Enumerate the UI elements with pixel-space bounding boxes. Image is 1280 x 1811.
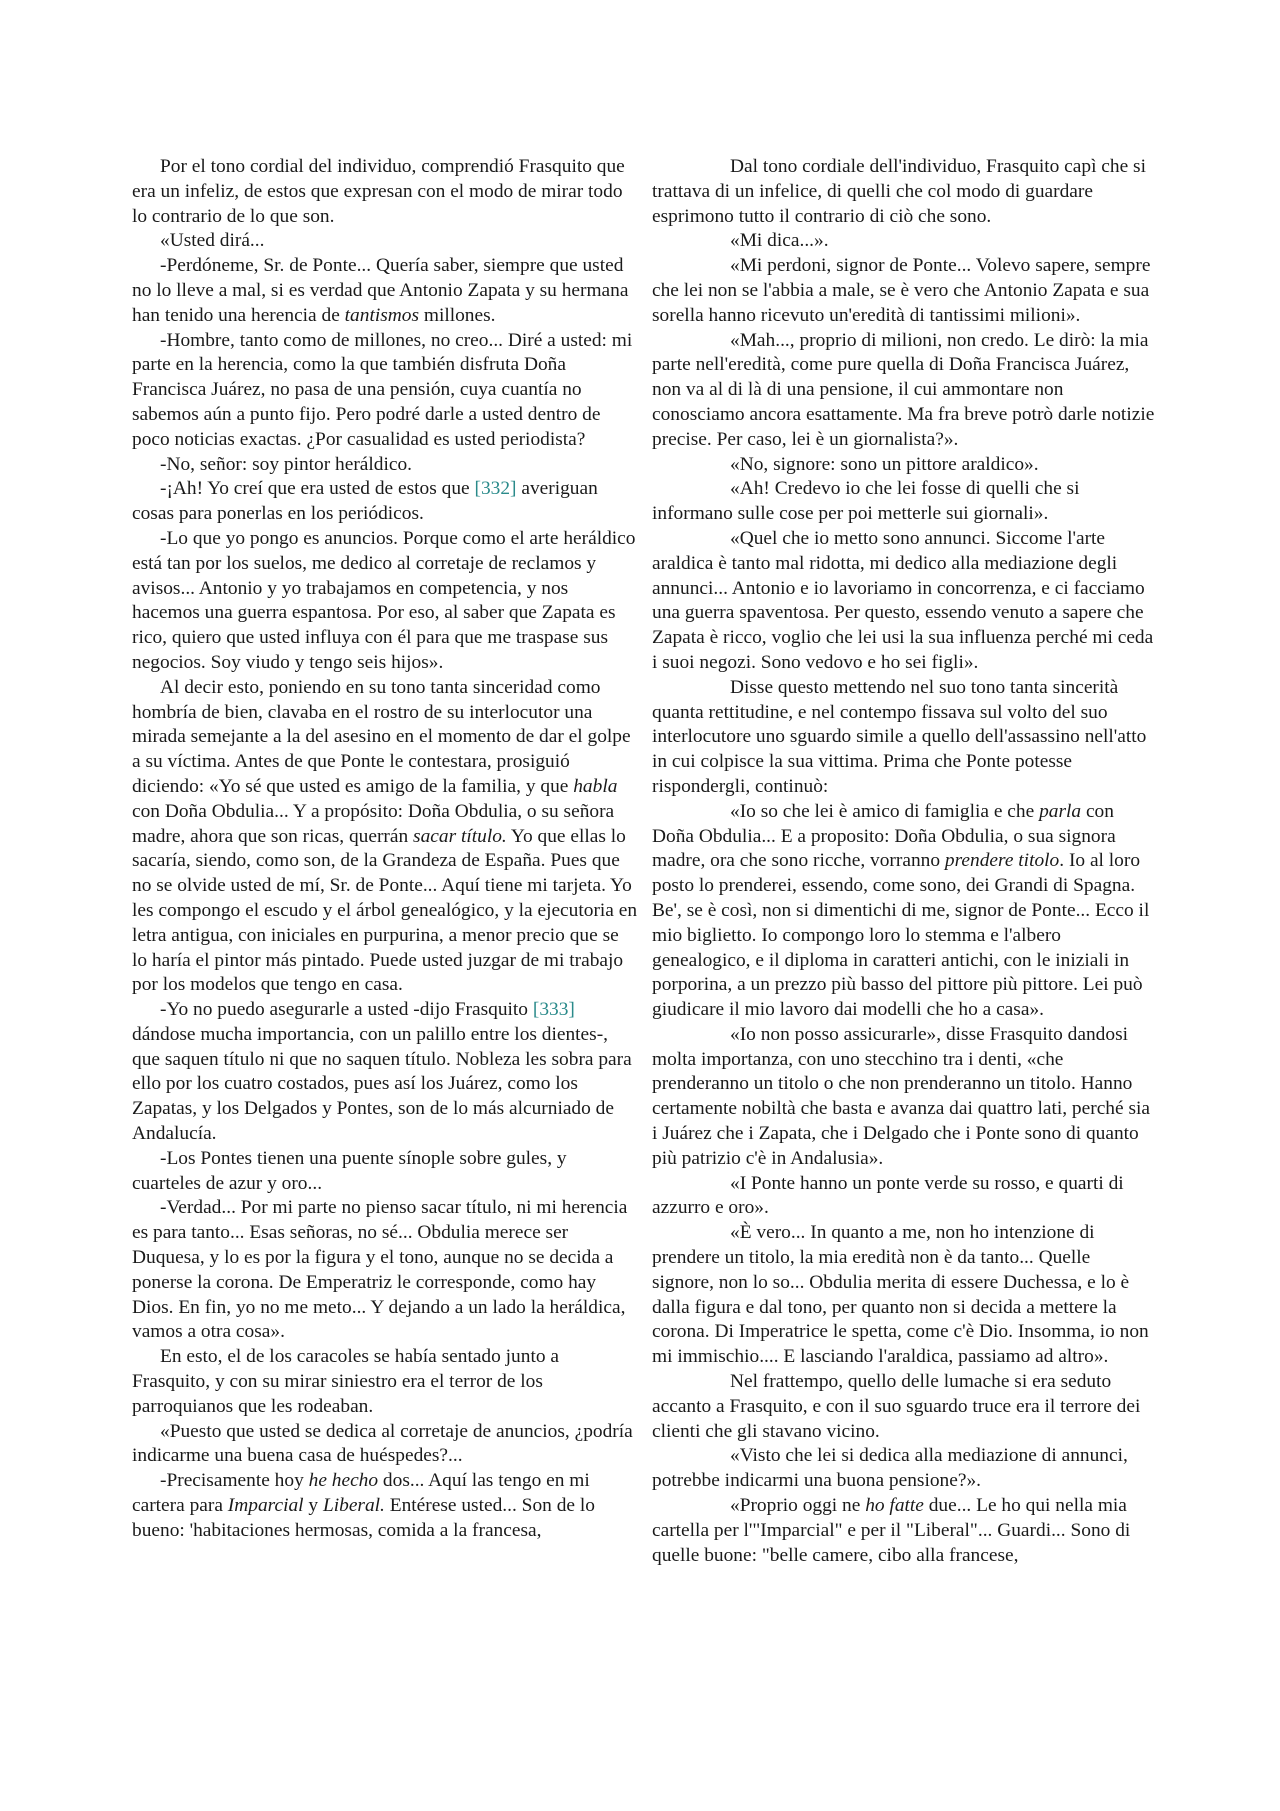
text-run: «Ah! Credevo io che lei fosse di quelli che si informano sulle cose per poi metterle sui giornali». [652, 478, 1080, 525]
text-run: -¡Ah! Yo creí que era usted de estos que [160, 478, 475, 500]
text-run: «È vero... In quanto a me, non ho intenzione di prendere un titolo, la mia eredità non è da tanto... Quelle signore, non lo so... Obdulia merita di essere Duchessa, e lo è dalla figura e dal tono, per quanto non si decida a mettere la corona. Di Imperatrice le spetta, come c'è Dio. Insomma, io non mi immischio.... E lasciando l'araldica, passiamo ad altro». [652, 1222, 1149, 1368]
text-run: -Hombre, tanto como de millones, no creo... Diré a usted: mi parte en la herencia, como la que también disfruta Doña Francisca Juárez, no pasa de una pensión, cuya cuantía no sabemos aún a punto fijo. Pero podré darle a usted dentro de poco noticias exactas. ¿Por casualidad es usted periodista? [132, 329, 633, 450]
text-run: Yo que ellas lo sacaría, siendo, como son, de la Grandeza de España. Pues que no se olvide usted de mí, Sr. de Ponte... Aquí tiene mi tarjeta. Yo les compongo el escudo y el árbol genealógico, y la ejecutoria en letra antigua, con iniciales en purpurina, a menor precio que se lo haría el pintor más pintado. Puede usted juzgar de mi trabajo por los modelos que tengo en casa. [132, 825, 638, 996]
paragraph [132, 1469, 638, 1543]
paragraph [652, 800, 1156, 1023]
italic-text: ho fatte [865, 1495, 924, 1517]
paragraph [132, 527, 638, 676]
italic-text: habla [573, 775, 618, 797]
paragraph [652, 329, 1156, 453]
italic-text: sacar título. [413, 825, 507, 847]
paragraph [132, 1345, 638, 1419]
text-run: «Mi dica...». [730, 230, 829, 252]
paragraph [652, 1494, 1156, 1568]
italic-text: Liberal. [322, 1495, 385, 1517]
text-run: -Perdóneme, Sr. de Ponte... Quería saber, siempre que usted no lo lleve a mal, si es verdad que Antonio Zapata y su hermana han tenido una herencia de [132, 255, 629, 326]
text-run: . Io al loro posto lo prenderei, essendo, come sono, dei Grandi di Spagna. Be', se è così, non si dimentichi di me, signor de Ponte... Ecco il mio biglietto. Io compongo loro lo stemma e l'albero genealogico, e il diploma in caratteri antichi, con le iniziali in porporina, a un prezzo più basso del pittore più pittore. Lei può giudicare il mio lavoro dai modelli che ho a casa». [652, 850, 1150, 1021]
text-run: «No, signore: sono un pittore araldico». [730, 453, 1039, 475]
page-reference-link[interactable]: [333] [532, 999, 575, 1021]
paragraph [132, 329, 638, 453]
spanish-column [132, 155, 638, 1544]
paragraph [132, 477, 638, 527]
italic-text: Imparcial [227, 1495, 304, 1517]
text-run: con Doña Obdulia... E a proposito: Doña Obdulia, o sua signora madre, ora che sono ricche, vorranno [652, 800, 1116, 872]
paragraph [132, 1420, 638, 1470]
text-run: -Yo no puedo asegurarle a usted -dijo Frasquito [160, 999, 533, 1021]
paragraph [652, 1444, 1156, 1494]
text-run: Por el tono cordial del individuo, comprendió Frasquito que era un infeliz, de estos que expresan con el modo de mirar todo lo contrario de lo que son. [132, 156, 625, 227]
paragraph [132, 254, 638, 328]
paragraph [652, 676, 1156, 800]
text-run: Entérese usted... Son de lo bueno: 'habitaciones hermosas, comida a la francesa, [132, 1495, 595, 1541]
paragraph [652, 453, 1156, 478]
text-run: y [303, 1495, 323, 1517]
text-run: «Proprio oggi ne [730, 1495, 866, 1517]
text-run: «Puesto que usted se dedica al corretaje de anuncios, ¿podría indicarme una buena casa de huéspedes?... [132, 1420, 633, 1467]
text-run: due... Le ho qui nella mia cartella per l'"Imparcial" e per il "Liberal"... Guardi... Sono di quelle buone: "belle camere, cibo alla francese, [652, 1495, 1131, 1566]
text-run: «Visto che lei si dedica alla mediazione di annunci, potrebbe indicarmi una buona pensione?». [652, 1445, 1128, 1492]
italic-text: prendere titolo [944, 850, 1060, 872]
italian-column [652, 155, 1156, 1568]
paragraph [652, 477, 1156, 527]
text-run: millones. [419, 304, 496, 326]
text-run: con Doña Obdulia... Y a propósito: Doña Obdulia, o su señora madre, ahora que son ricas, querrán [132, 800, 615, 847]
text-run: dos... Aquí las tengo en mi cartera para [132, 1470, 590, 1517]
text-run: «Io non posso assicurarle», disse Frasquito dandosi molta importanza, con uno stecchino tra i denti, «che prenderanno un titolo o che non prenderanno un titolo. Hanno certamente nobiltà che basta e avanza dai quattro lati, perché sia i Juárez che i Zapata, che i Delgado che i Ponte sono di quanto più patrizio c'è in Andalusia». [652, 1023, 1150, 1169]
text-run: «Quel che io metto sono annunci. Siccome l'arte araldica è tanto mal ridotta, mi dedico alla mediazione degli annunci... Antonio e io lavoriamo in concorrenza, e ci facciamo una guerra spaventosa. Per questo, essendo venuto a sapere che Zapata è ricco, voglio che lei usi la sua influenza perché mi ceda i suoi negozi. Sono vedovo e ho sei figli». [652, 527, 1154, 673]
paragraph [652, 1221, 1156, 1370]
italic-text: tantismos [344, 304, 420, 326]
text-run: dándose mucha importancia, con un palillo entre los dientes-, que saquen título ni que no saquen título. Nobleza les sobra para ello por los cuatro costados, pues así los Juárez, como los Zapatas, y los Delgados y Pontes, son de lo más alcurniado de Andalucía. [132, 1023, 632, 1145]
paragraph [132, 676, 638, 998]
text-run: «Mi perdoni, signor de Ponte... Volevo sapere, sempre che lei non se l'abbia a male, se è vero che Antonio Zapata e sua sorella hanno ricevuto un'eredità di tantissimi milioni». [652, 255, 1151, 326]
paragraph [652, 1172, 1156, 1222]
text-run: -Verdad... Por mi parte no pienso sacar título, ni mi herencia es para tanto... Esas señoras, no sé... Obdulia merece ser Duquesa, y lo es por la figura y el tono, aunque no se decida a ponerse la corona. De Emperatriz le corresponde, como hay Dios. En fin, yo no me meto... Y dejando a un lado la heráldica, vamos a otra cosa». [132, 1197, 628, 1343]
paragraph [132, 1147, 638, 1197]
page-reference-link[interactable]: [332] [474, 478, 517, 500]
paragraph [132, 1196, 638, 1345]
paragraph [652, 155, 1156, 229]
text-run: -Precisamente hoy [160, 1470, 309, 1492]
text-run: «Mah..., proprio di milioni, non credo. Le dirò: la mia parte nell'eredità, come pure quella di Doña Francisca Juárez, non va al di là di una pensione, il cui ammontare non conosciamo ancora esattamente. Ma fra breve potrò darle notizie precise. Per caso, lei è un giornalista?». [652, 329, 1155, 450]
paragraph [132, 229, 638, 254]
italic-text: parla [1039, 800, 1082, 822]
text-run: Dal tono cordiale dell'individuo, Frasquito capì che si trattava di un infelice, di quelli che col modo di guardare esprimono tutto il contrario di ciò che sono. [652, 156, 1146, 227]
paragraph [652, 527, 1156, 676]
text-run: Nel frattempo, quello delle lumache si era seduto accanto a Frasquito, e con il suo sguardo truce era il terrore dei clienti che gli stavano vicino. [652, 1371, 1141, 1442]
text-run: Disse questo mettendo nel suo tono tanta sincerità quanta rettitudine, e nel contempo fissava sul volto del suo interlocutore uno sguardo simile a quello dell'assassino nell'atto in cui colpisce la sua vittima. Prima che Ponte potesse rispondergli, continuò: [652, 676, 1147, 797]
text-run: «Io so che lei è amico di famiglia e che [730, 800, 1040, 822]
text-run: -No, señor: soy pintor heráldico. [160, 453, 413, 475]
paragraph [652, 1023, 1156, 1172]
text-run: En esto, el de los caracoles se había sentado junto a Frasquito, y con su mirar siniestro era el terror de los parroquianos que les rodeaban. [132, 1346, 559, 1417]
paragraph [132, 453, 638, 478]
text-run: «Usted dirá... [160, 230, 265, 252]
paragraph [652, 1370, 1156, 1444]
italic-text: he hecho [308, 1470, 379, 1492]
text-run: -Los Pontes tienen una puente sínople sobre gules, y cuarteles de azur y oro... [132, 1147, 567, 1194]
paragraph [132, 998, 638, 1147]
text-run: averiguan cosas para ponerlas en los periódicos. [132, 478, 598, 525]
paragraph [652, 229, 1156, 254]
text-run: -Lo que yo pongo es anuncios. Porque como el arte heráldico está tan por los suelos, me dedico al corretaje de reclamos y avisos... Antonio y yo trabajamos en competencia, y nos hacemos una guerra espantosa. Por eso, al saber que Zapata es rico, quiero que usted influya con él para que me traspase sus negocios. Soy viudo y tengo seis hijos». [132, 527, 636, 673]
paragraph [652, 254, 1156, 328]
text-run: «I Ponte hanno un ponte verde su rosso, e quarti di azzurro e oro». [652, 1172, 1124, 1219]
text-run: Al decir esto, poniendo en su tono tanta sinceridad como hombría de bien, clavaba en el rostro de su interlocutor una mirada semejante a la del asesino en el momento de dar el golpe a su víctima. Antes de que Ponte le contestara, prosiguió diciendo: «Yo sé que usted es amigo de la familia, y que [132, 676, 631, 797]
paragraph [132, 155, 638, 229]
